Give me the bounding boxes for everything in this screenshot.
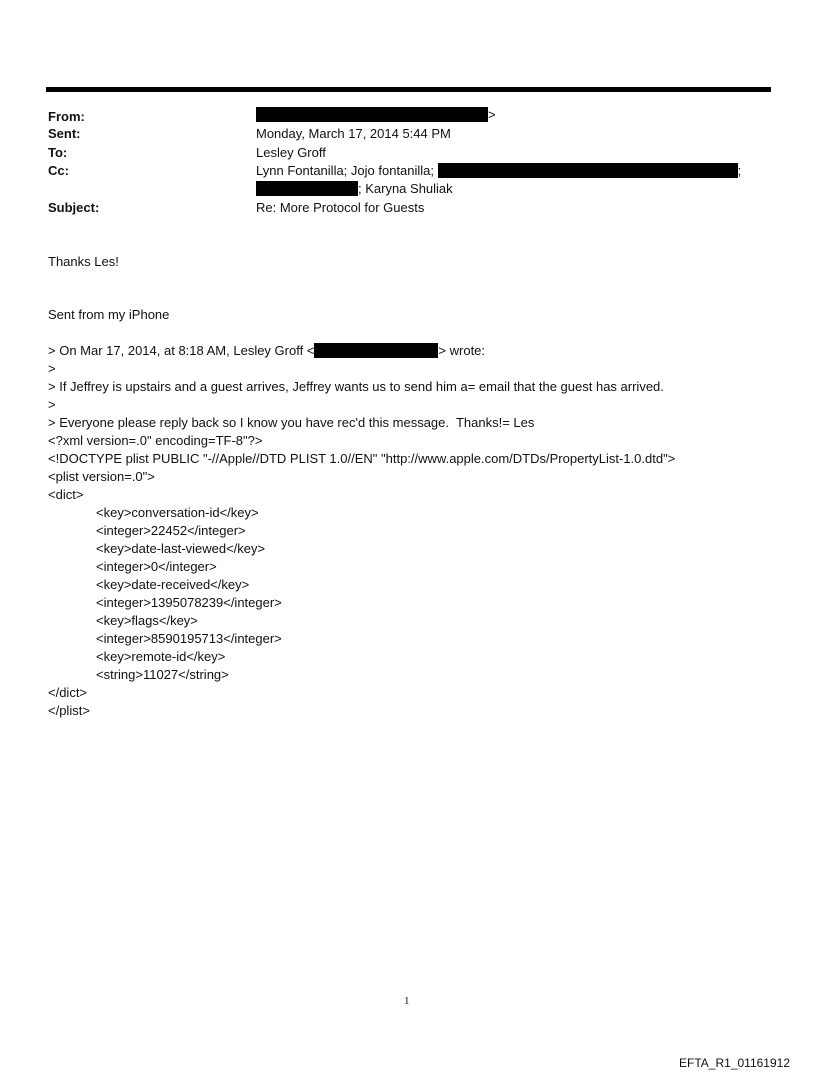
- quote-line: > If Jeffrey is upstairs and a guest arrives, Jeffrey wants us to send him a= email that the guest has arrived.: [48, 379, 664, 394]
- cc-names-2: ; Karyna Shuliak: [358, 181, 453, 196]
- plist-entry-text: <key>conversation-id</key>: [96, 505, 259, 520]
- plist-line: <plist version=.0">: [48, 469, 155, 484]
- plist-entry-text: <key>date-received</key>: [96, 577, 250, 592]
- quote-header: [48, 342, 485, 360]
- sent-value: Monday, March 17, 2014 5:44 PM: [256, 126, 451, 141]
- redaction-bar: [256, 107, 488, 122]
- plist-entry: [48, 612, 675, 630]
- bates-number: EFTA_R1_01161912: [679, 1056, 790, 1070]
- plist-line: </dict>: [48, 685, 88, 700]
- plist-line: <!DOCTYPE plist PUBLIC "-//Apple//DTD PLIST 1.0//EN" "http://www.apple.com/DTDs/PropertyList-1.0.dtd">: [48, 451, 676, 466]
- redaction-bar: [256, 181, 358, 196]
- plist-entry-text: <integer>1395078239</integer>: [96, 595, 282, 610]
- sent-label: Sent:: [48, 126, 81, 141]
- header-rule: [46, 87, 771, 92]
- from-label: From:: [48, 109, 85, 124]
- signature: Sent from my iPhone: [48, 307, 170, 322]
- plist-block: [48, 432, 675, 720]
- quote-line: >: [48, 361, 56, 376]
- plist-entry: [48, 504, 675, 522]
- plist-entry: [48, 630, 675, 648]
- cc-label: Cc:: [48, 163, 69, 178]
- plist-entry-text: <integer>22452</integer>: [96, 523, 246, 538]
- redaction-bar: [314, 343, 438, 358]
- plist-entry-text: <integer>8590195713</integer>: [96, 631, 282, 646]
- plist-entry: [48, 648, 675, 666]
- subject-label: Subject:: [48, 200, 100, 215]
- greeting: Thanks Les!: [48, 254, 119, 269]
- plist-entry: [48, 522, 675, 540]
- plist-entry: [48, 540, 675, 558]
- plist-entry-text: <string>11027</string>: [96, 667, 229, 682]
- page-number: 1: [404, 995, 410, 1007]
- to-value: Lesley Groff: [256, 145, 326, 160]
- plist-line: <dict>: [48, 487, 84, 502]
- redaction-bar: [438, 163, 738, 178]
- plist-entry-text: <integer>0</integer>: [96, 559, 217, 574]
- cc-separator: ;: [737, 163, 742, 178]
- cc-names: Lynn Fontanilla; Jojo fontanilla;: [256, 163, 435, 178]
- quote-header-prefix: > On Mar 17, 2014, at 8:18 AM, Lesley Groff <: [48, 343, 315, 358]
- quote-line: >: [48, 397, 56, 412]
- plist-entry: [48, 666, 675, 684]
- cc-line-1: [256, 162, 741, 180]
- from-suffix: >: [488, 107, 496, 122]
- to-label: To:: [48, 145, 68, 160]
- subject-value: Re: More Protocol for Guests: [256, 200, 425, 215]
- plist-entry-text: <key>date-last-viewed</key>: [96, 541, 266, 556]
- quote-header-suffix: > wrote:: [438, 343, 486, 358]
- from-value: [256, 106, 496, 124]
- plist-entry: [48, 558, 675, 576]
- plist-entry-text: <key>flags</key>: [96, 613, 198, 628]
- cc-line-2: [256, 180, 453, 198]
- quote-line: > Everyone please reply back so I know you have rec'd this message. Thanks!= Les: [48, 415, 535, 430]
- plist-entry: [48, 594, 675, 612]
- plist-line: </plist>: [48, 703, 90, 718]
- plist-entry: [48, 576, 675, 594]
- plist-entry-text: <key>remote-id</key>: [96, 649, 226, 664]
- plist-line: <?xml version=.0" encoding=TF-8"?>: [48, 433, 263, 448]
